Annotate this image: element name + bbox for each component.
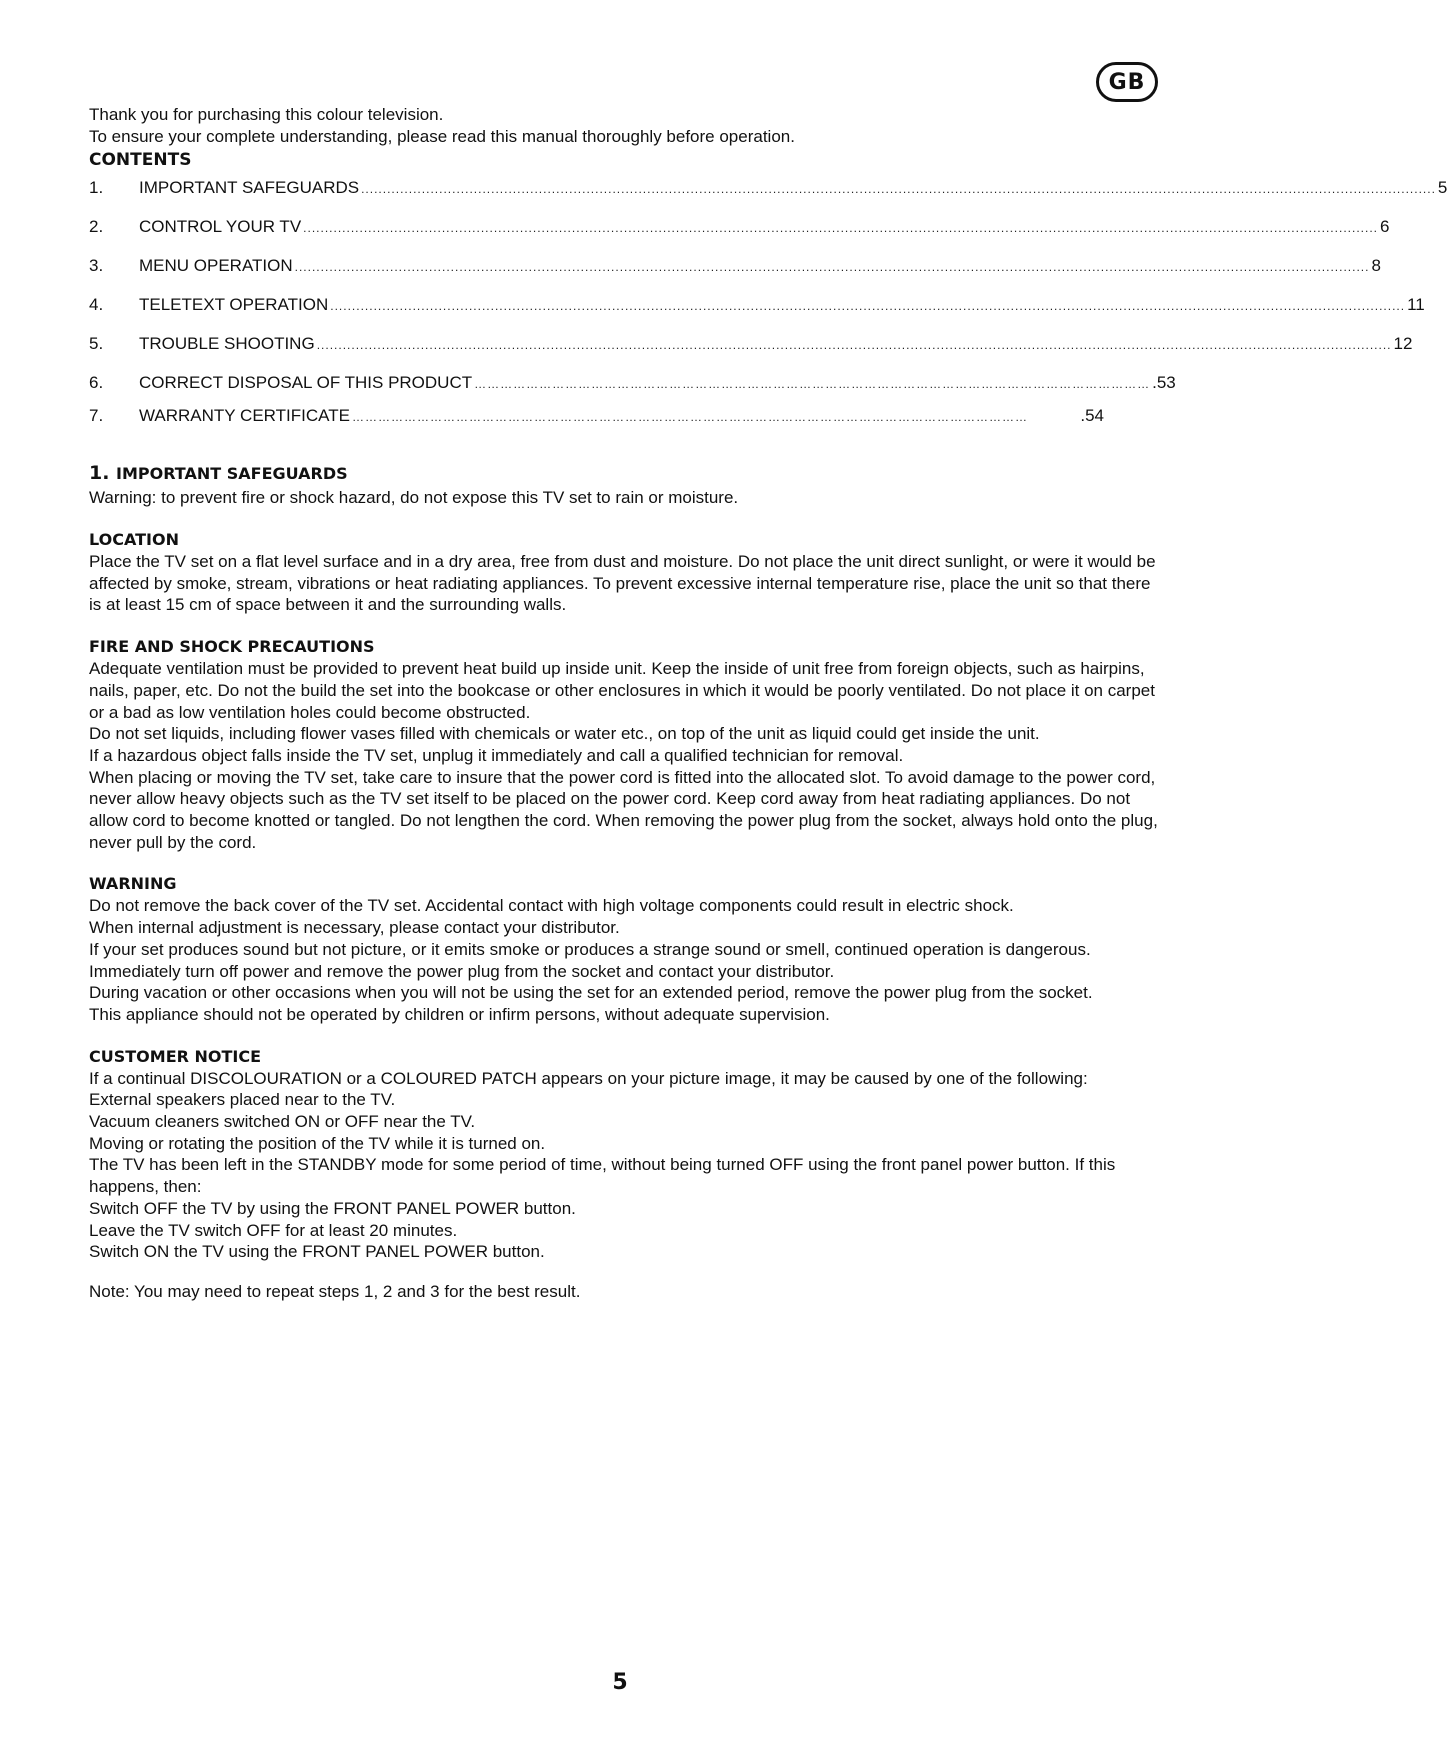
- fire-block: [89, 636, 1159, 853]
- toc-number: 1.: [89, 178, 104, 197]
- toc-row[interactable]: [89, 294, 1425, 333]
- toc-row[interactable]: [89, 372, 1176, 405]
- toc-title: IMPORTANT SAFEGUARDS: [139, 178, 360, 197]
- section-title: [89, 462, 1159, 485]
- paragraph: When internal adjustment is necessary, please contact your distributor.: [89, 918, 620, 938]
- paragraph: Switch OFF the TV by using the FRONT PANEL POWER button.: [89, 1198, 576, 1218]
- paragraph: Moving or rotating the position of the TV while it is turned on.: [89, 1133, 546, 1153]
- location-block: [89, 529, 1159, 616]
- toc-leader: ........................................................................................................................................................................................................................................................: [294, 260, 1370, 274]
- paragraph: External speakers placed near to the TV.: [89, 1090, 396, 1110]
- paragraph: Place the TV set on a flat level surface and in a dry area, free from dust and moisture. Do not place the unit direct sunlight, or were it would be affected by smoke, stream, vibrations or heat radiating appliances. To prevent excessive internal temperature rise, place the unit so that there is at least 15 cm of space between it and the surrounding walls.: [89, 552, 1156, 615]
- paragraph: Adequate ventilation must be provided to prevent heat build up inside unit. Keep the inside of unit free from foreign objects, such as hairpins, nails, paper, etc. Do not the build the set into the bookcase or other enclosures in which it would be poorly ventilated. Do not place it on carpet or a bad as low ventilation holes could become obstructed.: [89, 659, 1155, 722]
- hazard-warning: Warning: to prevent fire or shock hazard, do not expose this TV set to rain or moisture.: [89, 488, 739, 507]
- paragraph: Switch ON the TV using the FRONT PANEL POWER button.: [89, 1242, 545, 1262]
- paragraph: If a hazardous object falls inside the TV set, unplug it immediately and call a qualified technician for removal.: [89, 745, 904, 765]
- warning-heading: WARNING: [89, 874, 177, 894]
- paragraph: Leave the TV switch OFF for at least 20 minutes.: [89, 1220, 458, 1240]
- toc-page: 8: [1371, 256, 1381, 275]
- toc-page: .53: [1152, 373, 1176, 392]
- toc-title: CONTROL YOUR TV: [139, 217, 302, 236]
- toc-number: 5.: [89, 334, 104, 353]
- toc-number: 4.: [89, 295, 104, 314]
- toc-leader: ........................................................................................................................................................................................................................................................: [361, 182, 1436, 196]
- customer-notice-heading: CUSTOMER NOTICE: [89, 1046, 262, 1066]
- paragraph: The TV has been left in the STANDBY mode for some period of time, without being turned OFF using the front panel power button. If this happens, then:: [89, 1155, 1116, 1197]
- toc-page: 12: [1393, 334, 1413, 353]
- toc-row[interactable]: [89, 333, 1413, 372]
- paragraph: When placing or moving the TV set, take care to insure that the power cord is fitted into the allocated slot. To avoid damage to the power cord, never allow heavy objects such as the TV set itself to be placed on the power cord. Keep cord away from heat radiating appliances. Do not allow cord to become knotted or tangled. Do not lengthen the cord. When removing the power plug from the socket, always hold onto the plug, never pull by the cord.: [89, 767, 1158, 852]
- toc-title: TROUBLE SHOOTING: [139, 334, 315, 353]
- toc-row[interactable]: [89, 177, 1447, 216]
- manual-page: [89, 104, 1447, 1320]
- paragraph: Vacuum cleaners switched ON or OFF near the TV.: [89, 1112, 476, 1132]
- contents-title: CONTENTS: [89, 150, 192, 170]
- toc-page: 11: [1407, 295, 1425, 314]
- note: Note: You may need to repeat steps 1, 2 and 3 for the best result.: [89, 1281, 581, 1301]
- paragraph: During vacation or other occasions when you will not be using the set for an extended period, remove the power plug from the socket.: [89, 983, 1093, 1003]
- customer-notice-block: [89, 1046, 1159, 1263]
- warning-block: [89, 873, 1159, 1025]
- toc-number: 3.: [89, 256, 104, 275]
- toc-leader: ........................................................................................................................................................................................................................................................: [303, 221, 1378, 235]
- toc-page: 6: [1379, 217, 1390, 236]
- toc-number: 2.: [89, 217, 104, 236]
- page-number: 5: [612, 1670, 628, 1695]
- toc-title: TELETEXT OPERATION: [139, 295, 329, 314]
- toc-row[interactable]: [89, 216, 1390, 255]
- section-heading: IMPORTANT SAFEGUARDS: [116, 464, 348, 483]
- section-number: 1.: [89, 462, 110, 484]
- paragraph: Do not set liquids, including flower vases filled with chemicals or water etc., on top of the unit as liquid could get inside the unit.: [89, 724, 1040, 744]
- toc-leader: ........................................................................................................................................................................................................................................................: [316, 338, 1392, 352]
- toc-page: .54: [1080, 406, 1104, 425]
- paragraph: If a continual DISCOLOURATION or a COLOURED PATCH appears on your picture image, it may be caused by one of the following:: [89, 1068, 1088, 1088]
- toc-row[interactable]: [89, 255, 1381, 294]
- paragraph: If your set produces sound but not picture, or it emits smoke or produces a strange sound or smell, continued operation is dangerous. Immediately turn off power and remove the power plug from the socket and contact your distributor.: [89, 939, 1091, 981]
- toc-row[interactable]: [89, 405, 1104, 438]
- intro: [89, 104, 1159, 148]
- location-heading: LOCATION: [89, 530, 179, 549]
- toc-number: 7.: [89, 406, 104, 425]
- toc-page: 5: [1437, 178, 1447, 197]
- fire-heading: FIRE AND SHOCK PRECAUTIONS: [89, 637, 375, 657]
- toc-title: CORRECT DISPOSAL OF THIS PRODUCT: [139, 373, 473, 392]
- toc-title: WARRANTY CERTIFICATE: [139, 406, 350, 425]
- paragraph: This appliance should not be operated by children or infirm persons, without adequate supervision.: [89, 1004, 830, 1024]
- toc-leader: …………………………………………………………………………………………………………………………………………: [351, 410, 1028, 424]
- toc-leader: ........................................................................................................................................................................................................................................................: [330, 299, 1406, 313]
- toc-title: MENU OPERATION: [139, 256, 293, 275]
- toc-leader: …………………………………………………………………………………………………………………………………………: [474, 377, 1151, 391]
- toc-number: 6.: [89, 373, 104, 392]
- language-badge: GB: [1096, 62, 1158, 102]
- intro-line: To ensure your complete understanding, please read this manual thoroughly before operation.: [89, 127, 795, 146]
- intro-line: Thank you for purchasing this colour television.: [89, 105, 444, 124]
- paragraph: Do not remove the back cover of the TV set. Accidental contact with high voltage components could result in electric shock.: [89, 896, 1014, 916]
- table-of-contents: [89, 177, 1447, 438]
